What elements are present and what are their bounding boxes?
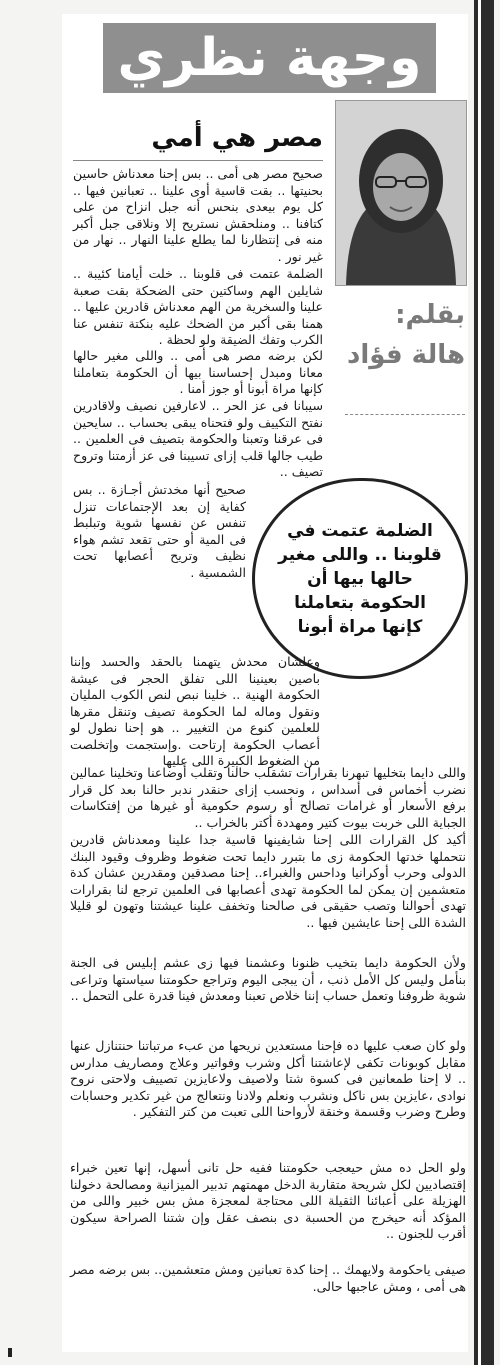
article-headline: مصر هي أمي <box>151 123 323 153</box>
pull-quote <box>252 478 468 679</box>
paragraph-12: صيفى ياحكومة ولايهمك .. إحنا كدة تعبانين ومش متعشمين.. بس برضه مصر هى أمى ، ومش عاجبها حالى. <box>70 1262 466 1294</box>
paragraph-6: وعلشان محدش يتهمنا بالحقد والحسد وإننا باصين بعينينا اللى تفلق الحجر فى عيشة الحكومة الهنية .. خلينا نبص لنص الكوب المليان ونقول وماله لما الحكومة تصيف وتنقل مقرها للعلمين كنوع من التغيير .. هو إحنا نطول لو أعصاب الحكومة إرتاحت .وإستجمت وإتخلصت من الضغوط الكبيرة اللى عليها <box>70 654 320 768</box>
paragraph-10: ولو كان صعب عليها ده فإحنا مستعدين نريحها من عبء مرتباتنا حنتنازل عنها مقابل كوبونات تكفى لإعاشتنا أكل وشرب وفواتير وعلاج ومصاريف مدارس .. لا إحنا طمعانين فى كسوة شتا ولاصيف ولاعايزين تصييف ولاحتى نروح نوادى ،عايزين بس ناكل ونشرب ونعلم ولادنا ونتعالج من غير تكدير وحسابات وطرح وضرب وقسمة وخنقة لأرواحنا اللى تعبت من كتر التفكير . <box>70 1038 466 1119</box>
headline-rule <box>73 160 323 161</box>
paragraph-2: الضلمة عتمت فى قلوبنا .. خلت أيامنا كئيبة .. شايلين الهم وساكتين حتى الضحكة بقت صعبة علينا والسخرية من الهم معدناش قادرين عليها .. همنا بقى أكبر من الضحك عليه بنكتة تنفس عنا الكرب وتفك الضيقة ولو لحظة . <box>73 266 323 347</box>
author-name: هالة فؤاد <box>347 340 465 370</box>
section-title: وجهة نظري <box>117 28 422 88</box>
section-header <box>103 23 436 93</box>
paragraph-5: صحيح أنها مخدتش أجـازة .. بس كفاية إن بعد الإجتماعات تنزل تنفس عن نفسها شوية وتبلبط فى المية أو حتى تقعد تشم هواء نظيف وتريح أعصابها تحت الشمسية . <box>73 482 246 580</box>
paragraph-4: سيبانا فى عز الحر .. لاعارفين نصيف ولاقادرين نفتح التكييف ولو فتحناه يبقى بحساب .. سايحين فى عرقنا وتعبنا والحكومة بتصيف فى العلمين .. طيب جالها قلب إزاى تسيبنا فى عز أزمتنا وتروح تصيف .. <box>73 398 323 479</box>
byline-rule <box>345 414 465 416</box>
paragraph-3: لكن برضه مصر هى أمى .. واللى مغير حالها معانا ومبدل إحساسنا بيها أن الحكومة بتعاملنا كإنها مراة أبونا أو جوز أمنا . <box>73 348 323 396</box>
page-edge-line <box>478 0 481 1365</box>
byline-label: بقلم: <box>395 300 465 330</box>
byline <box>335 300 465 370</box>
pull-quote-text: الضلمة عتمت في قلوبنا .. واللى مغير حالها بيها أن الحكومة بتعاملنا كإنها مراة أبونا <box>278 520 442 637</box>
page-corner-mark <box>8 1348 12 1357</box>
paragraph-1: صحيح مصر هى أمى .. بس إحنا معدناش حاسين بحنيتها .. بقت قاسية أوى علينا .. تعبانين فيها .. كل يوم بيعدى بنحس أنه جبل انزاح من على كتافنا .. ومنلحقش نستريح إلا ونلاقى جبل أكبر منه فى إنتظارنا لما يطلع علينا النهار .. نهار من غير نور . <box>73 166 323 264</box>
paragraph-8: أكيد كل القرارات اللى إحنا شايفينها قاسية جدا علينا ومعدناش قادرين نتحملها خدتها الحكومة زى ما بتبرر دايما تحت ضغوط وظروف وقيود البنك الدولى وحرب أوكرانيا وداحس والغبراء.. إحنا مصدقين ومقدرين عشان كدة متعشمين إن يمكن لما الحكومة تهدى أعصابها فى العلمين ترجع لنا بقرارات تهدى أحوالنا وتصب حقيقى فى صالحنا وتخفف علينا عيشتنا وتهون لو قليلا الشدة اللى إحنا عايشين فيها .. <box>70 832 466 930</box>
paragraph-7: واللى دايما بتخليها تبهرنا بقرارات تشقلب حالنا وتقلب أوضاعنا وتخلينا عمالين نضرب أخماس فى أسداس ، ونحسب إزاى حنقدر ندبر حالنا بعد كل قرار برفع الأسعار أو غرامات تصالح أو رسوم حكومية أو غيرها من إفتكاسات الجباية اللى خربت بيوت كتير ومهددة أكتر بالخراب .. <box>70 765 466 830</box>
paragraph-9: ولأن الحكومة دايما بتخيب ظنونا وعشمنا فيها زى عشم إبليس فى الجنة بنأمل وليس كل الأمل ذنب ، أن يبجى اليوم وتراجع حكومتنا سياستها وتراعى شوية ظروفنا وتعمل حساب إننا خلاص تعبنا ومعدش فينا قدرة على التحمل .. <box>70 955 466 1003</box>
author-portrait-image <box>336 101 466 285</box>
author-photo <box>335 100 467 286</box>
page-edge-bar <box>474 0 494 1365</box>
paragraph-11: ولو الحل ده مش حيعجب حكومتنا ففيه حل تانى أسهل، إنها تعين خبراء إقتصاديين لكل شريحة متقاربة الدخل مهمتهم تدبير الميزانية ومصالحة دخولنا الهزيلة على أعبائنا الثقيلة اللى محتاجة لمعجزة مش بس خبير واللى من المؤكد أنه حيخرج من الحسبة دى بنصف عقل وإن شتنا الصراحة سيكون أقرب للجنون .. <box>70 1160 466 1241</box>
